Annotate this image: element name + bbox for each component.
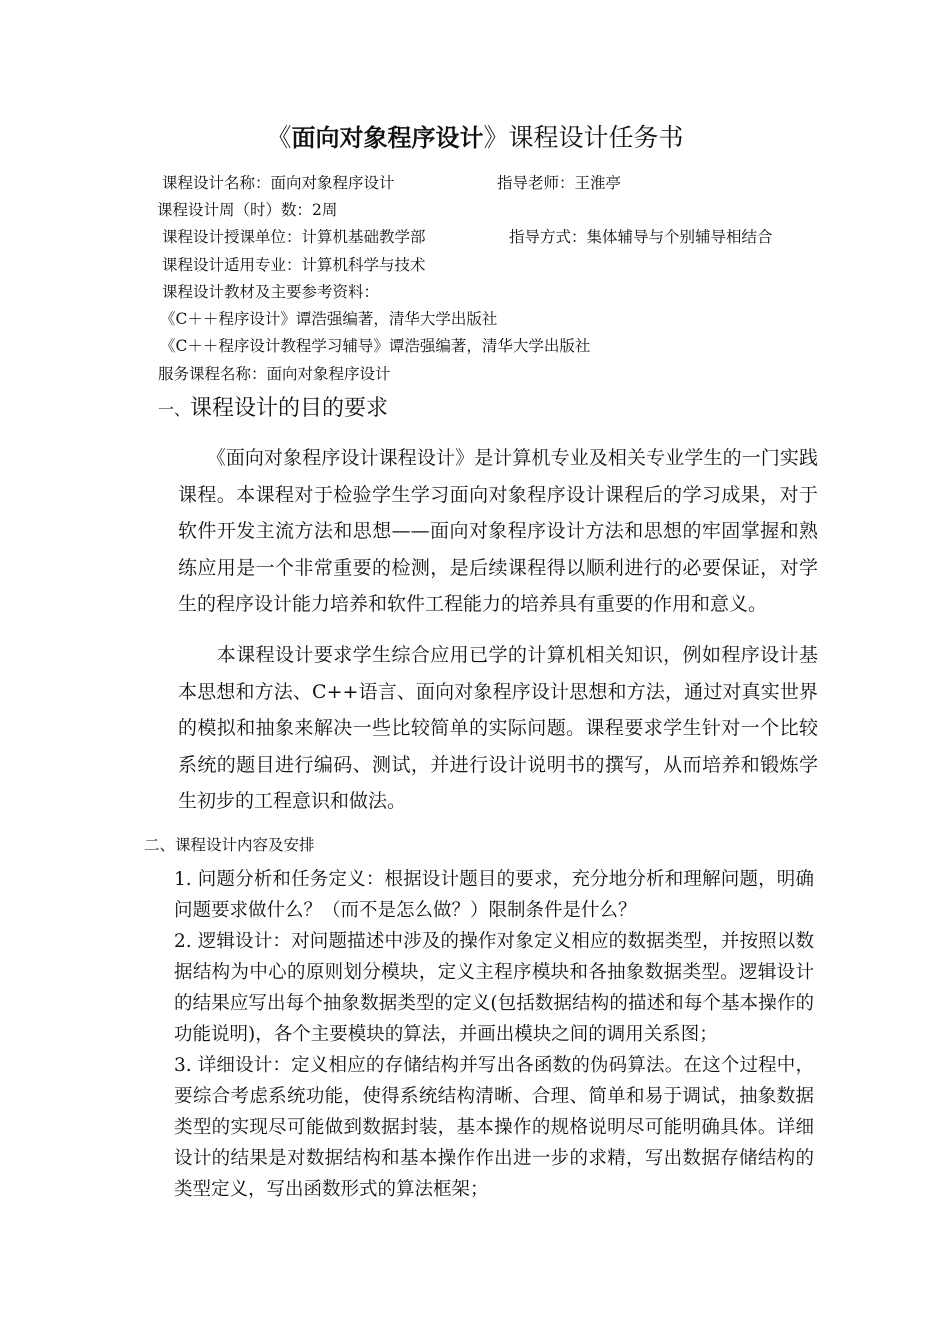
major-field: 课程设计适用专业：计算机科学与技术 bbox=[162, 256, 426, 274]
title-open-quote: 《 bbox=[266, 123, 292, 152]
teacher-field: 指导老师：王淮亭 bbox=[497, 174, 622, 192]
section-heading bbox=[158, 394, 388, 425]
guidance-method-field: 指导方式：集体辅导与个别辅导相结合 bbox=[509, 228, 773, 246]
title-suffix: 》课程设计任务书 bbox=[483, 123, 684, 152]
purpose-paragraph: 本课程设计要求学生综合应用已学的计算机相关知识，例如程序设计基本思想和方法、C++语言、面向对象程序设计思想和方法，通过对真实世界的模拟和抽象来解决一些比较简单的实际问题。课程要求学生针对一个比较系统的题目进行编码、测试，并进行设计说明书的撰写，从而培养和锻炼学生初步的工程意识和做法。 bbox=[178, 644, 818, 812]
references-label: 课程设计教材及主要参考资料： bbox=[162, 283, 380, 301]
section-number: 一、 bbox=[158, 400, 191, 419]
section-title: 课程设计的目的要求 bbox=[190, 396, 389, 421]
reference-item: 《C＋＋程序设计》谭浩强编著，清华大学出版社 bbox=[160, 310, 498, 328]
purpose-paragraph: 《面向对象程序设计课程设计》是计算机专业及相关专业学生的一门实践课程。本课程对于检验学生学习面向对象程序设计课程后的学习成果，对于软件开发主流方法和思想——面向对象程序设计方法和思想的牢固掌握和熟练应用是一个非常重要的检测，是后续课程得以顺利进行的必要保证，对学生的程序设计能力培养和软件工程能力的培养具有重要的作用和意义。 bbox=[178, 447, 818, 615]
list-item: 3. 详细设计：定义相应的存储结构并写出各函数的伪码算法。在这个过程中，要综合考虑系统功能，使得系统结构清晰、合理、简单和易于调试，抽象数据类型的实现尽可能做到数据封装，基本操作的规格说明尽可能明确具体。详细设计的结果是对数据结构和基本操作作出进一步的求精，写出数据存储结构的类型定义，写出函数形式的算法框架； bbox=[174, 1055, 814, 1200]
course-name-field: 课程设计名称：面向对象程序设计 bbox=[162, 174, 395, 192]
list-item: 1. 问题分析和任务定义：根据设计题目的要求，充分地分析和理解问题，明确问题要求做什么？（而不是怎么做？）限制条件是什么？ bbox=[174, 869, 814, 921]
list-item: 2. 逻辑设计：对问题描述中涉及的操作对象定义相应的数据类型，并按照以数据结构为中心的原则划分模块，定义主程序模块和各抽象数据类型。逻辑设计的结果应写出每个抽象数据类型的定义(包括数据结构的描述和每个基本操作的功能说明)，各个主要模块的算法，并画出模块之间的调用关系图； bbox=[174, 931, 814, 1045]
document-title bbox=[0, 120, 950, 156]
weeks-field: 课程设计周（时）数：2周 bbox=[157, 201, 338, 219]
reference-item: 《C＋＋程序设计教程学习辅导》谭浩强编著，清华大学出版社 bbox=[160, 337, 591, 355]
service-course-field: 服务课程名称：面向对象程序设计 bbox=[158, 365, 391, 383]
title-course-name: 面向对象程序设计 bbox=[291, 124, 484, 152]
teaching-unit-field: 课程设计授课单位：计算机基础教学部 bbox=[162, 228, 426, 246]
section-heading: 二、课程设计内容及安排 bbox=[144, 836, 315, 854]
